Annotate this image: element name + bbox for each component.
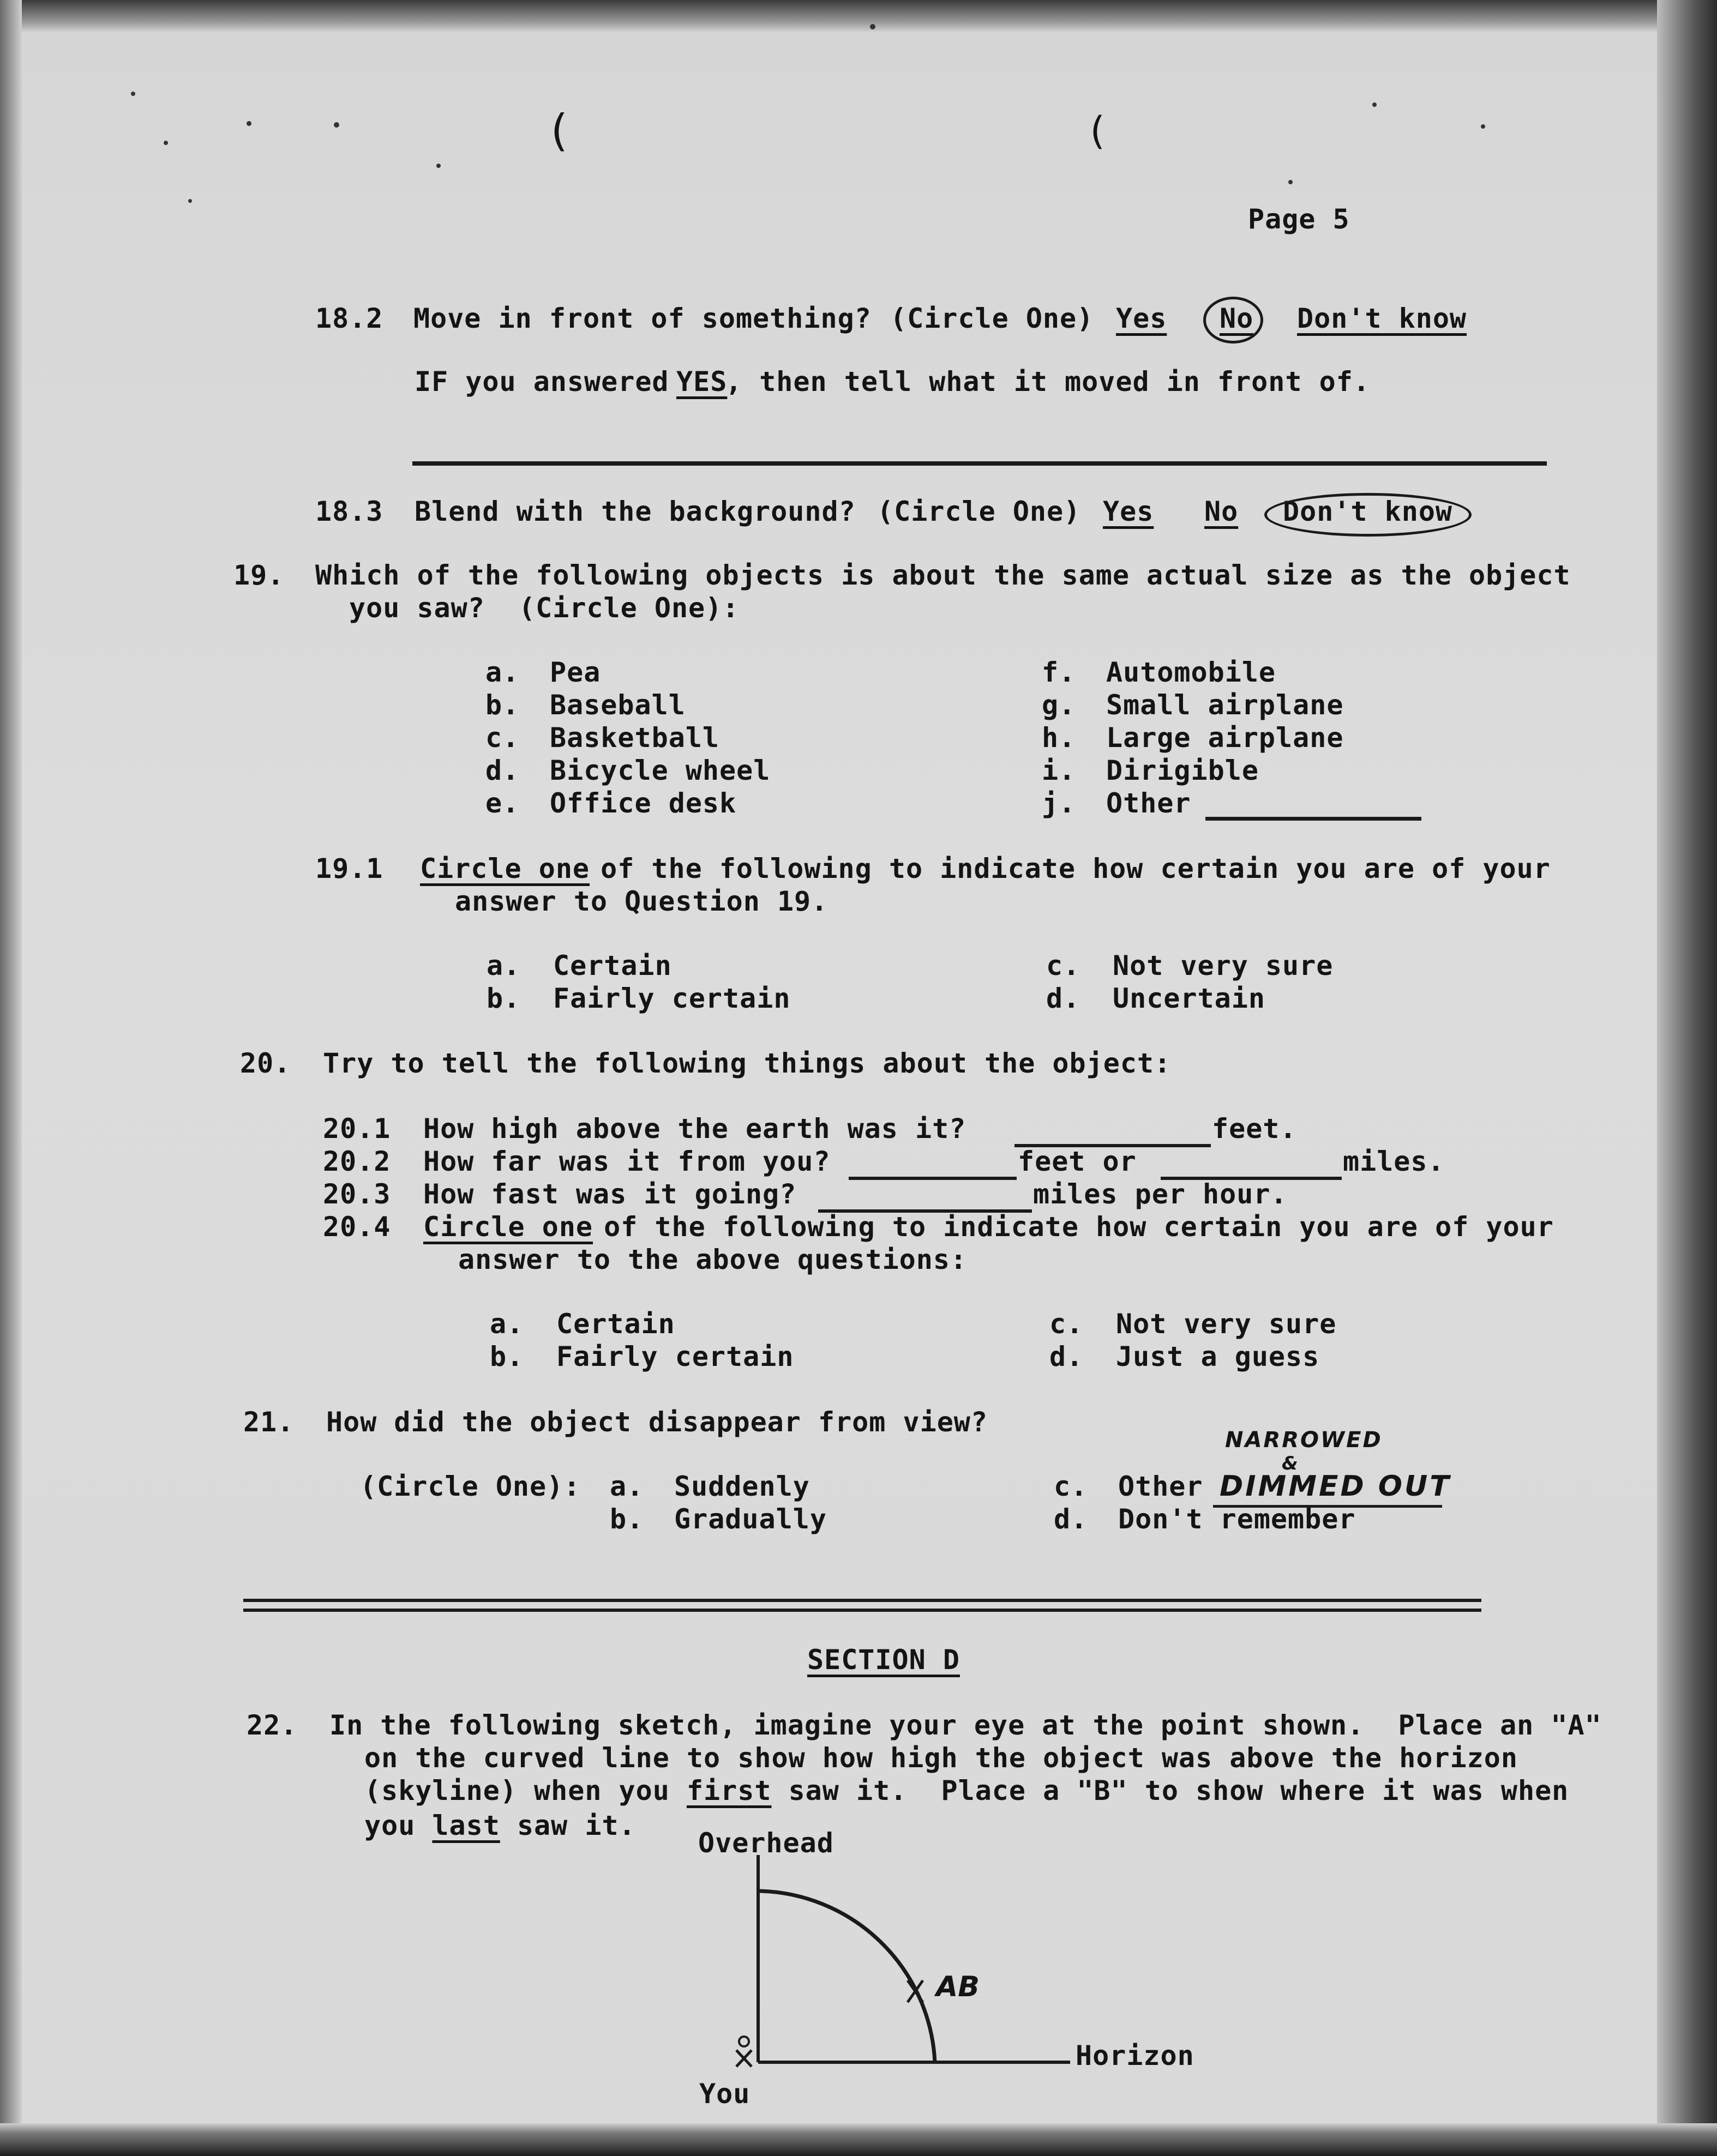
q22-line3-b: saw it. Place a "B" to show where it was when	[771, 1775, 1569, 1806]
q18-3-circle-one: (Circle One)	[877, 496, 1081, 527]
q18-3-number: 18.3	[315, 496, 383, 527]
q22-line2: on the curved line to show how high the object was above the horizon	[364, 1742, 1518, 1774]
q20-3-unit: miles per hour.	[1033, 1178, 1288, 1210]
q20-4-option-d-label[interactable]: Just a guess	[1116, 1341, 1320, 1372]
q19-option-g-label[interactable]: Small airplane	[1106, 689, 1344, 721]
q19-option-i-letter: i.	[1042, 755, 1076, 786]
q18-3-no-option[interactable]: No	[1204, 496, 1239, 527]
q20-text: Try to tell the following things about the object:	[323, 1047, 1172, 1079]
q19-1-option-b-label[interactable]: Fairly certain	[553, 983, 791, 1014]
q22-line4-last: last	[432, 1810, 500, 1841]
q20-4-option-b-letter: b.	[490, 1341, 524, 1372]
q19-option-c-letter: c.	[485, 722, 520, 754]
q21-option-c-letter: c.	[1054, 1471, 1088, 1502]
q20-4-line1-rest: of the following to indicate how certain you are of your	[587, 1211, 1554, 1243]
q19-option-e-letter: e.	[485, 787, 520, 819]
q21-number: 21.	[243, 1406, 295, 1438]
sketch-you-figure	[736, 2037, 752, 2067]
q21-option-d-label[interactable]: Don't remember	[1118, 1503, 1356, 1535]
q22-line1: In the following sketch, imagine your eye at the point shown. Place an "A"	[329, 1709, 1602, 1741]
q19-option-a-label[interactable]: Pea	[550, 657, 601, 688]
q18-3-text: Blend with the background?	[415, 496, 856, 527]
q19-option-c-label[interactable]: Basketball	[550, 722, 720, 754]
q19-option-a-letter: a.	[485, 657, 520, 688]
q19-1-number: 19.1	[315, 853, 383, 884]
q19-1-option-a-letter: a.	[487, 950, 521, 981]
q19-1-line2: answer to Question 19.	[455, 886, 829, 917]
q19-option-j-label[interactable]: Other	[1106, 787, 1191, 819]
sketch-label-horizon: Horizon	[1076, 2040, 1194, 2071]
q20-4-option-a-letter: a.	[490, 1308, 524, 1340]
page-number: Page 5	[1248, 203, 1350, 235]
q19-option-h-letter: h.	[1042, 722, 1076, 754]
q19-option-e-label[interactable]: Office desk	[550, 787, 737, 819]
q19-1-option-d-label[interactable]: Uncertain	[1113, 983, 1265, 1014]
q21-circle-one: (Circle One):	[360, 1471, 581, 1502]
q18-2-yes-option[interactable]: Yes	[1116, 303, 1167, 334]
q19-option-g-letter: g.	[1042, 689, 1076, 721]
q19-option-f-label[interactable]: Automobile	[1106, 657, 1276, 688]
scan-mark-paren: (	[1085, 109, 1109, 153]
q19-line1: Which of the following objects is about the same actual size as the object	[315, 559, 1571, 591]
q19-1-option-d-letter: d.	[1046, 983, 1080, 1014]
q19-option-d-label[interactable]: Bicycle wheel	[550, 755, 771, 786]
q21-text: How did the object disappear from view?	[326, 1406, 988, 1438]
q19-option-i-label[interactable]: Dirigible	[1106, 755, 1259, 786]
q19-option-f-letter: f.	[1042, 657, 1076, 688]
q20-number: 20.	[240, 1047, 291, 1079]
q20-2-unit-miles: miles.	[1343, 1146, 1445, 1177]
q20-4-option-c-label[interactable]: Not very sure	[1116, 1308, 1337, 1340]
q19-option-h-label[interactable]: Large airplane	[1106, 722, 1344, 754]
q18-2-followup-yes: YES	[676, 366, 728, 398]
sketch-label-overhead: Overhead	[698, 1827, 834, 1859]
q21-option-d-letter: d.	[1054, 1503, 1088, 1535]
q19-line2: you saw? (Circle One):	[349, 592, 740, 624]
q21-handwritten-narrowed: NARROWED	[1225, 1428, 1383, 1453]
q21-option-b-label[interactable]: Gradually	[674, 1503, 827, 1535]
q19-1-option-b-letter: b.	[487, 983, 521, 1014]
q20-4-option-a-label[interactable]: Certain	[556, 1308, 675, 1340]
q20-1-number: 20.1	[323, 1113, 391, 1145]
q18-2-no-option[interactable]: No	[1220, 303, 1254, 334]
q19-1-line1-rest: of the following to indicate how certain you are of your	[584, 853, 1551, 884]
q22-line3-a: (skyline) when you	[364, 1775, 687, 1806]
q20-1-unit: feet.	[1212, 1113, 1297, 1145]
q18-2-followup-prefix: IF you answered	[415, 366, 669, 398]
q19-option-d-letter: d.	[485, 755, 520, 786]
q20-3-number: 20.3	[323, 1178, 391, 1210]
q20-1-text: How high above the earth was it?	[423, 1113, 966, 1145]
q20-4-option-d-letter: d.	[1049, 1341, 1084, 1372]
q20-4-circle-one: Circle one	[423, 1211, 593, 1243]
q18-3-yes-option[interactable]: Yes	[1103, 496, 1154, 527]
q19-option-j-letter: j.	[1042, 787, 1076, 819]
q21-handwritten-dimmed-out: DIMMED OUT	[1220, 1470, 1451, 1503]
q20-3-text: How fast was it going?	[423, 1178, 797, 1210]
q18-2-followup-suffix: , then tell what it moved in front of.	[725, 366, 1370, 398]
q19-option-b-letter: b.	[485, 689, 520, 721]
section-d-title: SECTION D	[807, 1644, 960, 1676]
sketch-label-you: You	[699, 2078, 751, 2110]
q19-1-circle-one: Circle one	[420, 853, 590, 884]
q22-line3-first: first	[686, 1775, 772, 1806]
q21-option-a-letter: a.	[610, 1471, 644, 1502]
q20-2-unit-feet: feet or	[1018, 1146, 1137, 1177]
q22-line4-a: you	[364, 1810, 433, 1841]
q18-2-dontknow-option[interactable]: Don't know	[1297, 303, 1467, 334]
q21-option-a-label[interactable]: Suddenly	[674, 1471, 810, 1502]
q18-2-circle-one: (Circle One)	[890, 303, 1094, 334]
q21-handwritten-ampersand: &	[1282, 1453, 1298, 1474]
q20-4-option-c-letter: c.	[1049, 1308, 1084, 1340]
q20-4-option-b-label[interactable]: Fairly certain	[556, 1341, 794, 1372]
q20-2-text: How far was it from you?	[423, 1146, 831, 1177]
q21-option-b-letter: b.	[610, 1503, 644, 1535]
q18-3-dontknow-option[interactable]: Don't know	[1283, 496, 1453, 527]
q18-2-number: 18.2	[315, 303, 383, 334]
q22-number: 22.	[247, 1709, 298, 1741]
q18-2-text: Move in front of something?	[413, 303, 872, 334]
q20-2-number: 20.2	[323, 1146, 391, 1177]
q20-4-line2: answer to the above questions:	[458, 1244, 968, 1275]
q19-1-option-c-letter: c.	[1046, 950, 1080, 981]
q20-4-number: 20.4	[323, 1211, 391, 1243]
q21-option-c-label[interactable]: Other	[1118, 1471, 1203, 1502]
q19-1-option-a-label[interactable]: Certain	[553, 950, 672, 981]
sketch-sky-arc[interactable]	[759, 1891, 935, 2062]
q19-option-b-label[interactable]: Baseball	[550, 689, 686, 721]
sketch-handwritten-x-mark	[908, 1980, 923, 2002]
q19-number: 19.	[233, 559, 285, 591]
q22-line4-b: saw it.	[500, 1810, 636, 1841]
sketch-handwritten-ab: AB	[936, 1971, 980, 2003]
q19-1-option-c-label[interactable]: Not very sure	[1113, 950, 1334, 981]
scan-mark-paren: (	[545, 105, 573, 156]
